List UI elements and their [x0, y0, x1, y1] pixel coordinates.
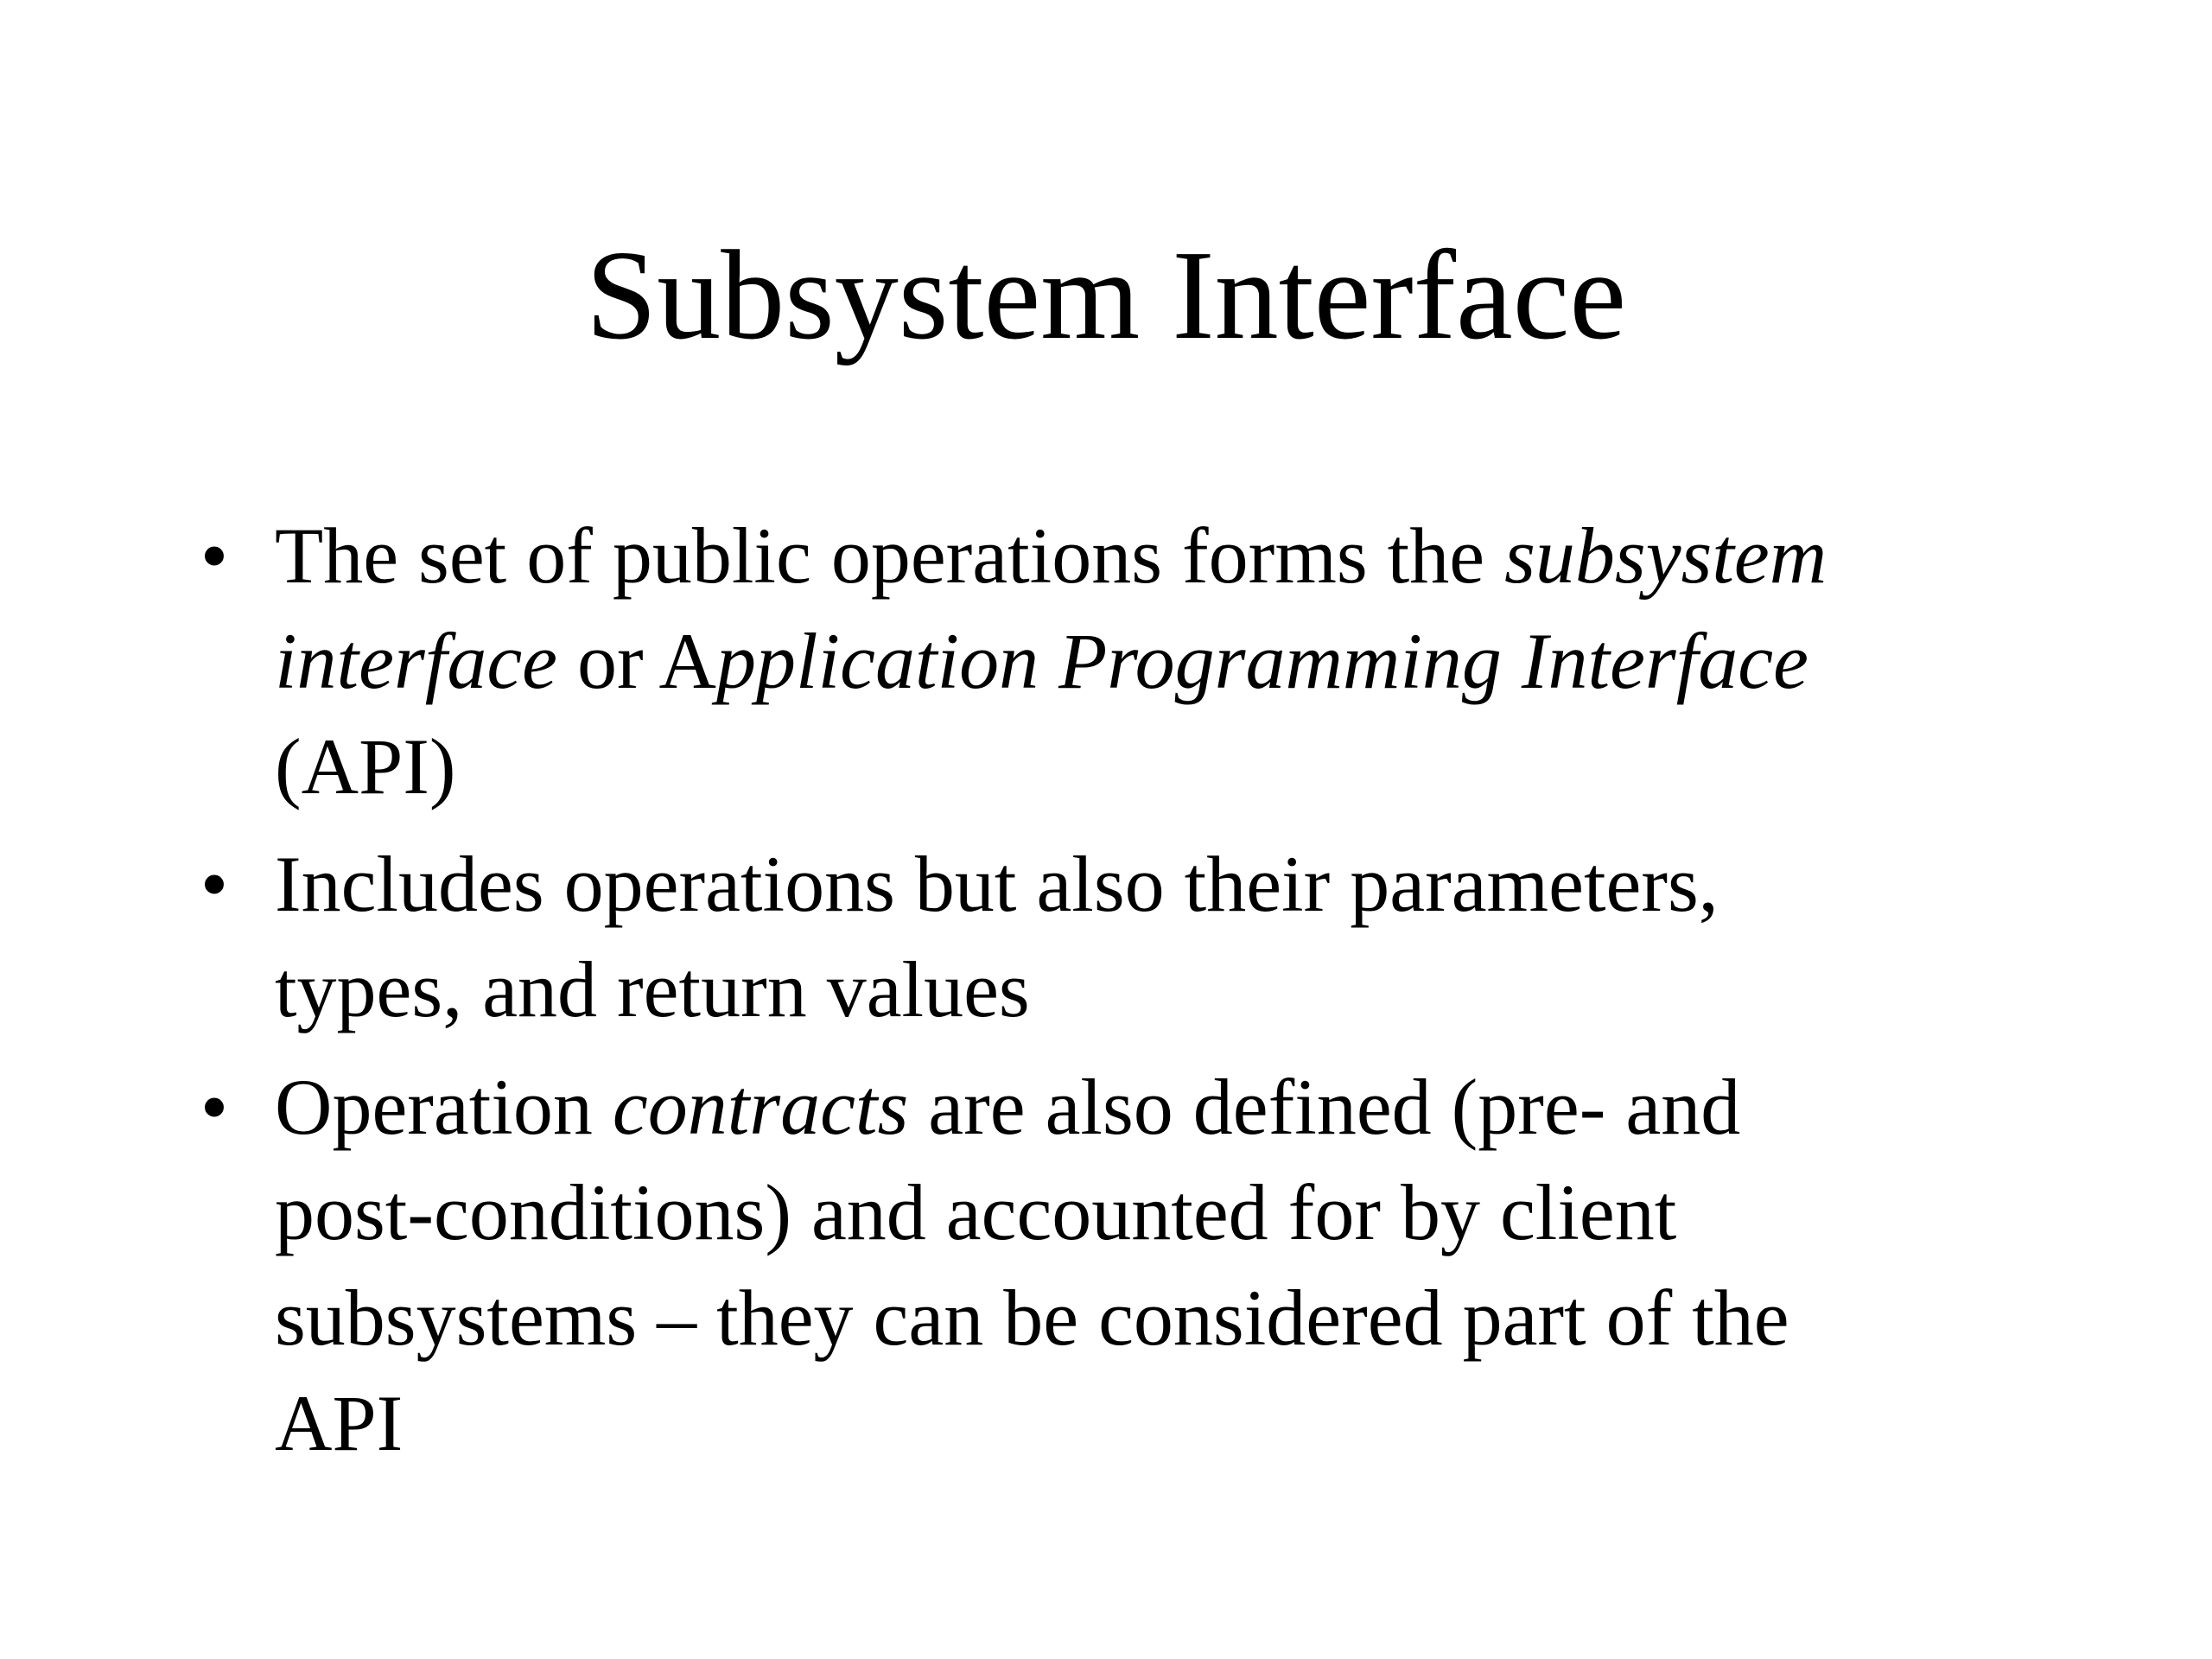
bullet-text-italic: contracts: [612, 1063, 909, 1151]
bullet-item-2: [200, 831, 2037, 1042]
bullet-text-italic: subsystem: [1504, 512, 1827, 600]
bullet-item-3: [200, 1054, 2037, 1476]
bullet-line: [275, 503, 2037, 608]
bullet-marker: •: [200, 512, 229, 600]
bullet-text: types, and return values: [275, 945, 1030, 1033]
bullet-text: post-conditions) and accounted for by client: [275, 1168, 1677, 1256]
bullet-text: are also defined (pre- and: [908, 1063, 1741, 1151]
bullet-line: [275, 1054, 2037, 1160]
bullet-text: Operation: [275, 1063, 613, 1151]
bullet-item-1: [200, 503, 2037, 819]
bullet-text: subsystems – they can be considered part of the: [275, 1274, 1789, 1362]
bullet-line: [275, 1160, 2037, 1265]
bullet-text: API: [275, 1379, 404, 1467]
bullet-marker: •: [200, 840, 229, 928]
bullet-text: (API): [275, 722, 456, 810]
bullet-text-italic: pplication Programming Interface: [716, 617, 1808, 705]
bullet-line: [275, 1265, 2037, 1370]
bullet-marker: •: [200, 1063, 229, 1151]
bullet-text: The set of public operations forms the: [275, 512, 1505, 600]
bullet-line: [275, 714, 2037, 819]
bullet-line: [275, 831, 2037, 937]
bullet-text-italic: interface: [275, 617, 557, 705]
bullet-line: [275, 937, 2037, 1042]
bullet-line: [275, 1370, 2037, 1476]
slide-title: Subsystem Interface: [585, 225, 1627, 366]
bullet-text: or A: [557, 617, 716, 705]
bullet-text: Includes operations but also their parameters,: [275, 840, 1719, 928]
bullet-line: [275, 608, 2037, 714]
bullet-list: [200, 503, 2037, 1488]
